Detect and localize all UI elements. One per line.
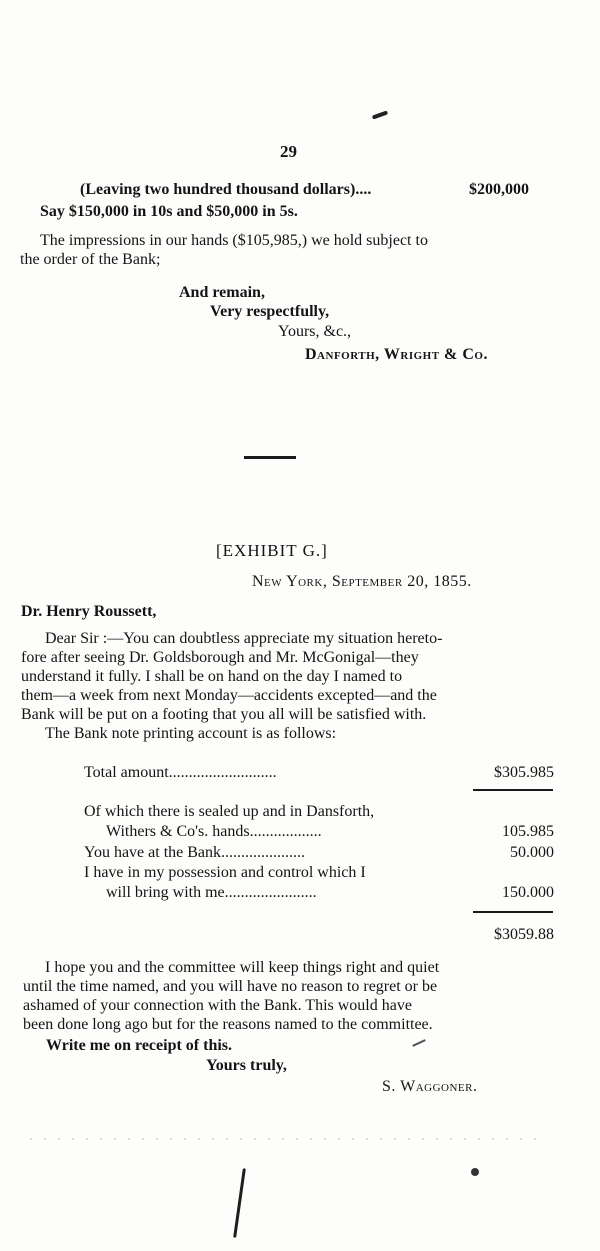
account-total-value: $305.985 [494, 764, 554, 781]
account-item-value: 105.985 [502, 823, 554, 840]
account-item-value: 50.000 [510, 844, 554, 861]
impressions-line: the order of the Bank; [20, 251, 161, 268]
write-line: Write me on receipt of this. [46, 1037, 233, 1054]
letter-body [21, 629, 553, 743]
ink-dot [471, 1168, 479, 1176]
account-item-label: Withers & Co's. hands.................. [106, 823, 322, 840]
leaving-line: (Leaving two hundred thousand dollars).... [80, 181, 372, 198]
body-line: fore after seeing Dr. Goldsborough and Mr. McGonigal—they [21, 649, 419, 666]
ink-stroke-bottom [233, 1168, 246, 1238]
impressions-line: The impressions in our hands ($105,985,) we hold subject to [40, 232, 428, 249]
account-item-label: You have at the Bank..................... [84, 844, 306, 861]
closing-paragraph [23, 958, 554, 1034]
say-line: Say $150,000 in 10s and $50,000 in 5s. [40, 203, 298, 220]
closing-line: until the time named, and you will have no reason to regret or be [23, 978, 438, 995]
body-line: understand it fully. I shall be on hand on the day I named to [21, 668, 403, 685]
body-line: The Bank note printing account is as follows: [45, 725, 337, 742]
account-item-label: I have in my possession and control which I [84, 864, 366, 881]
account-rule-2 [473, 911, 553, 913]
ink-tick [412, 1039, 426, 1047]
closing-and-remain: And remain, [179, 284, 265, 301]
top-signature: Danforth, Wright & Co. [305, 346, 488, 363]
account-item-value: 150.000 [502, 884, 554, 901]
leaving-amount: $200,000 [469, 181, 529, 198]
account-item-label: Of which there is sealed up and in Dansforth, [84, 803, 375, 820]
ink-mark-top [372, 110, 388, 119]
account-total-label: Total amount........................... [84, 764, 277, 781]
page-number: 29 [280, 142, 297, 161]
letter-signature: S. Waggoner. [382, 1078, 478, 1095]
section-divider [244, 456, 296, 459]
account-rule-1 [473, 789, 553, 791]
account-sum-value: $3059.88 [494, 926, 554, 943]
impressions-paragraph [20, 231, 548, 269]
scan-noise [30, 1138, 540, 1140]
closing-line: ashamed of your connection with the Bank. This would have [23, 997, 412, 1014]
dateline: New York, September 20, 1855. [252, 573, 472, 590]
body-line: Bank will be put on a footing that you all will be satisfied with. [21, 706, 427, 723]
body-line: them—a week from next Monday—accidents excepted—and the [21, 687, 437, 704]
closing-yours: Yours, &c., [278, 323, 352, 340]
closing-line: been done long ago but for the reasons named to the committee. [23, 1016, 433, 1033]
closing-line: I hope you and the committee will keep things right and quiet [45, 959, 440, 976]
addressee: Dr. Henry Roussett, [21, 603, 157, 620]
exhibit-heading: [EXHIBIT G.] [216, 541, 328, 560]
closing-respectfully: Very respectfully, [210, 303, 330, 320]
body-line: Dear Sir :—You can doubtless appreciate my situation hereto- [45, 630, 443, 647]
account-item-label: will bring with me....................... [106, 884, 317, 901]
yours-truly: Yours truly, [206, 1057, 287, 1074]
